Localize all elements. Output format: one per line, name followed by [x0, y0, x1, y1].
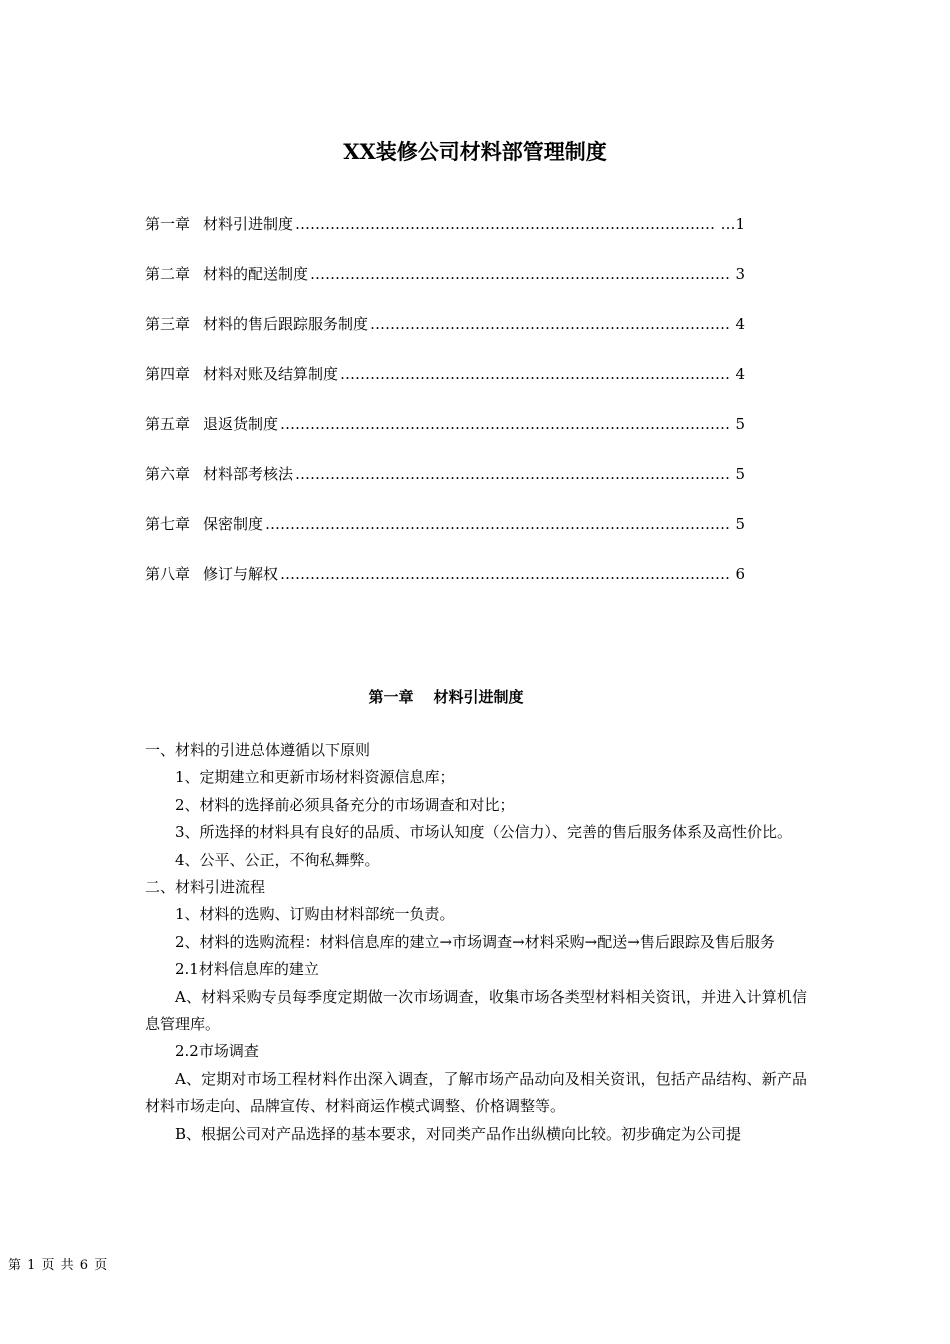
toc-title: 材料的售后跟踪服务制度 [203, 315, 369, 333]
toc-leader [370, 310, 731, 338]
toc-page: 5 [735, 515, 745, 533]
toc-page: 4 [735, 315, 745, 333]
toc-page: 3 [735, 265, 745, 283]
toc-chapter: 第一章 [145, 215, 191, 233]
toc-title: 退返货制度 [203, 415, 279, 433]
chapter-label: 第一章 [368, 688, 414, 706]
paragraph: B、根据公司对产品选择的基本要求，对同类产品作出纵横向比较。初步确定为公司提 [175, 1124, 742, 1143]
paragraph: 1、材料的选购、订购由材料部统一负责。 [175, 905, 455, 924]
toc-leader [280, 560, 731, 588]
toc-chapter: 第四章 [145, 365, 191, 383]
toc-title: 材料引进制度 [203, 215, 294, 233]
toc-title: 材料对账及结算制度 [203, 365, 339, 383]
toc-entry[interactable] [145, 360, 745, 410]
toc-chapter: 第六章 [145, 465, 191, 483]
subsection-heading: 2.2市场调查 [175, 1042, 259, 1061]
toc-chapter: 第三章 [145, 315, 191, 333]
toc-leader [340, 360, 731, 388]
paragraph: 2、材料的选购流程：材料信息库的建立→市场调查→材料采购→配送→售后跟踪及售后服务 [175, 932, 775, 951]
paragraph: 3、所选择的材料具有良好的品质、市场认知度（公信力）、完善的售后服务体系及高性价比。 [175, 823, 793, 842]
toc-page: …1 [720, 215, 745, 233]
table-of-contents [145, 210, 745, 610]
section-heading: 一、材料的引进总体遵循以下原则 [145, 741, 371, 759]
toc-leader [265, 510, 731, 538]
paragraph: 4、公平、公正，不徇私舞弊。 [175, 850, 380, 869]
toc-entry[interactable] [145, 310, 745, 360]
section-heading: 二、材料引进流程 [145, 878, 266, 897]
toc-entry[interactable] [145, 560, 745, 610]
toc-entry[interactable] [145, 410, 745, 460]
toc-page: 4 [735, 365, 745, 383]
toc-leader [310, 260, 731, 288]
paragraph: A、定期对市场工程材料作出深入调查，了解市场产品动向及相关资讯，包括产品结构、新产品材料市场走向、品牌宣传、材料商运作模式调整、价格调整等。 [145, 1069, 807, 1116]
toc-chapter: 第五章 [145, 415, 191, 433]
chapter-name: 材料引进制度 [433, 688, 524, 706]
toc-title: 材料的配送制度 [203, 265, 309, 283]
page-footer: 第 1 页 共 6 页 [8, 1258, 109, 1273]
toc-leader [295, 210, 715, 238]
toc-leader [295, 460, 731, 488]
toc-chapter: 第七章 [145, 515, 191, 533]
paragraph: A、材料采购专员每季度定期做一次市场调查，收集市场各类型材料相关资讯，并进入计算机信息管理库。 [145, 987, 807, 1034]
toc-page: 5 [735, 415, 745, 433]
chapter-body [145, 737, 807, 1148]
toc-title: 保密制度 [203, 515, 264, 533]
paragraph: 2、材料的选择前必须具备充分的市场调查和对比； [175, 795, 515, 814]
toc-chapter: 第八章 [145, 565, 191, 583]
toc-title: 修订与解权 [203, 565, 279, 583]
subsection-heading: 2.1材料信息库的建立 [175, 960, 319, 979]
toc-entry[interactable] [145, 510, 745, 560]
document-title: XX装修公司材料部管理制度 [343, 139, 607, 164]
toc-title: 材料部考核法 [203, 465, 294, 483]
toc-entry[interactable] [145, 260, 745, 310]
toc-page: 6 [735, 565, 745, 583]
paragraph: 1、定期建立和更新市场材料资源信息库； [175, 768, 455, 787]
toc-entry[interactable] [145, 210, 745, 260]
toc-leader [280, 410, 731, 438]
toc-chapter: 第二章 [145, 265, 191, 283]
toc-entry[interactable] [145, 460, 745, 510]
chapter-heading [0, 686, 892, 707]
toc-page: 5 [735, 465, 745, 483]
